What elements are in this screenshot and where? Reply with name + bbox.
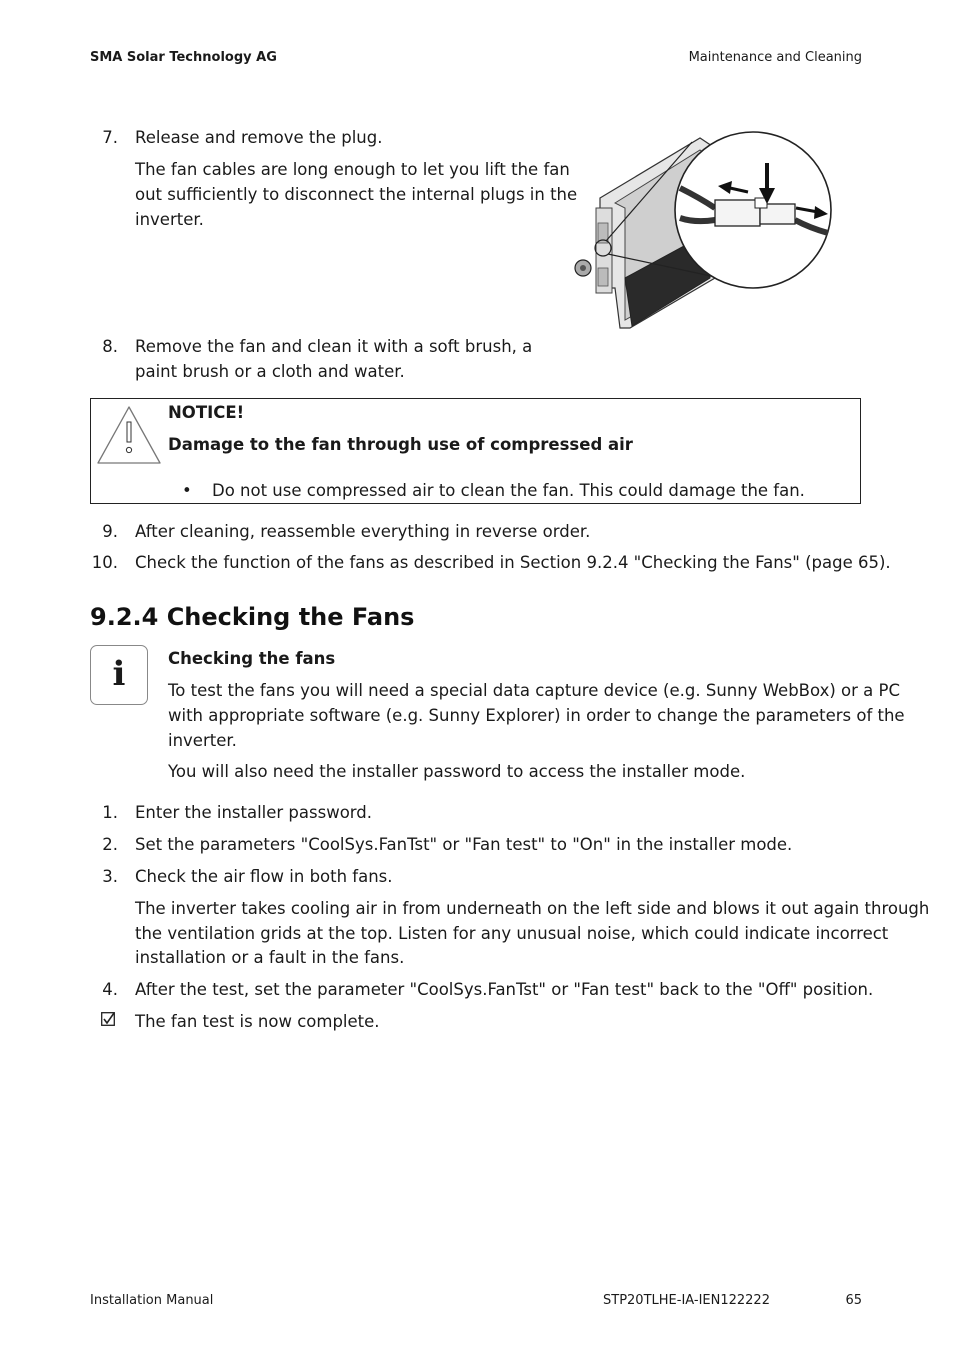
info-line-4: You will also need the installer password to access the installer mode.: [168, 762, 746, 781]
footer-page-number: 65: [845, 1293, 862, 1308]
info-line-1: To test the fans you will need a special data capture device (e.g. Sunny WebBox) or a PC: [168, 681, 900, 700]
checkbox-checked-icon: [101, 1012, 115, 1026]
step-text: Release and remove the plug.: [135, 128, 383, 147]
footer-manual: Installation Manual: [90, 1293, 214, 1308]
info-icon: i: [90, 645, 148, 705]
result-text: The fan test is now complete.: [135, 1012, 380, 1031]
section-heading: 9.2.4 Checking the Fans: [90, 603, 415, 631]
step-text: Check the function of the fans as described in Section 9.2.4 "Checking the Fans" (page 65).: [135, 553, 891, 572]
step-text-line-1: Remove the fan and clean it with a soft brush, a: [135, 337, 533, 356]
step-number: 7.: [102, 128, 118, 147]
info-line-2: with appropriate software (e.g. Sunny Explorer) in order to change the parameters of the: [168, 706, 905, 725]
notice-title: NOTICE!: [168, 403, 245, 422]
notice-bullet-text: Do not use compressed air to clean the fan. This could damage the fan.: [212, 481, 805, 500]
step-number: 9.: [102, 522, 118, 541]
step-7-note-line-2: out sufficiently to disconnect the internal plugs in the: [135, 185, 578, 204]
warning-triangle-icon: [95, 404, 163, 466]
notice-subtitle: Damage to the fan through use of compressed air: [168, 435, 633, 454]
step-number: 2.: [102, 835, 118, 854]
notice-bullet-marker: •: [182, 481, 192, 500]
info-line-3: inverter.: [168, 731, 237, 750]
step-3-note-line-3: installation or a fault in the fans.: [135, 948, 405, 967]
step-number: 3.: [102, 867, 118, 886]
footer-doc-id: STP20TLHE-IA-IEN122222: [603, 1293, 770, 1308]
step-text: After the test, set the parameter "CoolSys.FanTst" or "Fan test" back to the "Off" position.: [135, 980, 874, 999]
step-3-note-line-1: The inverter takes cooling air in from underneath on the left side and blows it out again through: [135, 899, 930, 918]
step-text: Set the parameters "CoolSys.FanTst" or "Fan test" to "On" in the installer mode.: [135, 835, 793, 854]
step-7-note-line-1: The fan cables are long enough to let you lift the fan: [135, 160, 570, 179]
step-number: 1.: [102, 803, 118, 822]
info-title: Checking the fans: [168, 649, 336, 668]
step-number: 10.: [91, 553, 118, 572]
fan-plug-illustration: [570, 128, 835, 334]
step-7-note-line-3: inverter.: [135, 210, 204, 229]
step-text-line-2: paint brush or a cloth and water.: [135, 362, 405, 381]
step-number: 4.: [102, 980, 118, 999]
step-text: Enter the installer password.: [135, 803, 373, 822]
header-chapter: Maintenance and Cleaning: [688, 50, 862, 65]
step-text: After cleaning, reassemble everything in reverse order.: [135, 522, 591, 541]
step-number: 8.: [102, 337, 118, 356]
step-text: Check the air flow in both fans.: [135, 867, 393, 886]
header-company: SMA Solar Technology AG: [90, 50, 277, 65]
step-3-note-line-2: the ventilation grids at the top. Listen for any unusual noise, which could indicate incorrect: [135, 924, 889, 943]
